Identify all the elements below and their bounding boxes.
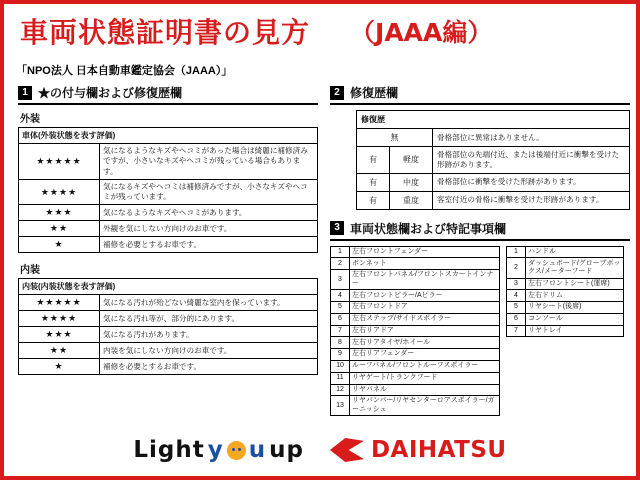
section2-heading	[330, 84, 630, 105]
left-column	[18, 84, 318, 375]
table-row	[19, 237, 318, 253]
list-item	[331, 361, 500, 373]
part-name: ダッシュボード/グローブボックス/メーターフード	[526, 258, 624, 278]
repair-history-header-cell: 修復歴	[357, 111, 630, 129]
section3-title: 車両状態欄および特記事項欄	[350, 221, 507, 236]
table-header-row	[19, 279, 318, 295]
rating-description: 補修を必要とするお車です。	[100, 237, 318, 253]
part-name: 左右リアタイヤ/ホイール	[350, 337, 500, 349]
star-rating: ★	[19, 237, 100, 253]
table-row	[19, 179, 318, 205]
list-item	[507, 258, 624, 278]
rating-description: 外観を気にしない方向けのお車です。	[100, 221, 318, 237]
table-row	[19, 205, 318, 221]
section1-title: ★の付与欄および修復歴欄	[38, 86, 183, 100]
table-row	[19, 221, 318, 237]
list-item	[331, 349, 500, 361]
daihatsu-mark-icon	[330, 438, 364, 462]
section3-number: 3	[330, 221, 344, 235]
logo-up-text: up	[269, 437, 304, 463]
part-number: 1	[507, 246, 526, 258]
part-name: ルーフパネル/フロントルーフスポイラー	[350, 361, 500, 373]
list-item	[331, 246, 500, 258]
part-name: リヤパネル	[350, 384, 500, 396]
star-rating: ★★★	[19, 327, 100, 343]
part-number: 2	[507, 258, 526, 278]
star-rating: ★★★★	[19, 311, 100, 327]
part-name: リヤゲート/トランクフード	[350, 372, 500, 384]
part-name: ハンドル	[526, 246, 624, 258]
part-number: 1	[331, 246, 350, 258]
star-rating: ★★	[19, 343, 100, 359]
interior-header-cell: 内装(内装状態を表す評価)	[19, 279, 318, 295]
part-number: 2	[331, 258, 350, 270]
table-row	[357, 191, 630, 209]
table-row	[19, 295, 318, 311]
rating-description: 補修を必要とするお車です。	[100, 359, 318, 375]
part-name: 左右リアドア	[350, 325, 500, 337]
part-number: 12	[331, 384, 350, 396]
list-item	[331, 396, 500, 416]
table-row	[19, 311, 318, 327]
repair-level-grade: 中度	[390, 173, 433, 191]
part-number: 3	[331, 270, 350, 290]
interior-table	[18, 278, 318, 375]
part-name: ボンネット	[350, 258, 500, 270]
smiley-face-icon	[227, 441, 246, 460]
table-row	[357, 173, 630, 191]
exterior-header-cell: 車体(外装状態を表す評価)	[19, 128, 318, 144]
list-item	[507, 246, 624, 258]
page-header	[4, 4, 636, 58]
part-name: 左右リアフェンダー	[350, 349, 500, 361]
interior-parts-table	[506, 246, 624, 338]
part-name: 左右フロントシート(運席)	[526, 278, 624, 290]
daihatsu-brand-text: DAIHATSU	[370, 437, 507, 463]
list-item	[331, 258, 500, 270]
part-number: 3	[507, 278, 526, 290]
light-you-up-logo	[133, 437, 304, 463]
repair-level-description: 骨格部位の先端付近、または後端付近に衝撃を受けた形跡があります。	[433, 147, 630, 174]
repair-level-label: 有	[357, 173, 390, 191]
exterior-parts-table	[330, 246, 500, 417]
part-number: 13	[331, 396, 350, 416]
part-name: 左右ステップ/サイドスポイラー	[350, 313, 500, 325]
logo-y-text: y	[207, 437, 224, 463]
part-name: 左右フロントピラー/Aピラー	[350, 290, 500, 302]
table-row	[19, 359, 318, 375]
logo-light-text: Light	[133, 437, 205, 463]
repair-level-label: 無	[357, 129, 433, 147]
page-subtitle: 「NPO法人 日本自動車鑑定協会（JAAA）」	[16, 65, 233, 77]
table-row	[357, 147, 630, 174]
part-name: リヤシート(後席)	[526, 302, 624, 314]
part-name: 左右フロントドア	[350, 302, 500, 314]
repair-history-table	[356, 110, 630, 210]
list-item	[331, 313, 500, 325]
list-item	[331, 325, 500, 337]
rating-description: 内装を気にしない方向けのお車です。	[100, 343, 318, 359]
table-row	[19, 144, 318, 180]
part-number: 10	[331, 361, 350, 373]
list-item	[507, 313, 624, 325]
exterior-table	[18, 127, 318, 253]
list-item	[331, 372, 500, 384]
list-item	[507, 302, 624, 314]
list-item	[507, 278, 624, 290]
list-item	[331, 270, 500, 290]
exterior-label: 外装	[20, 114, 40, 125]
rating-description: 気になるようなキズやヘコミがあります。	[100, 205, 318, 221]
page-footer	[4, 424, 636, 476]
star-rating: ★★★★	[19, 179, 100, 205]
repair-level-grade: 軽度	[390, 147, 433, 174]
list-item	[331, 384, 500, 396]
table-row	[357, 129, 630, 147]
repair-level-description: 骨格部位に異常はありません。	[433, 129, 630, 147]
part-name: リヤトレイ	[526, 325, 624, 337]
star-rating: ★★★★★	[19, 295, 100, 311]
page-title-sub: （JAAA編）	[350, 18, 493, 47]
star-rating: ★★	[19, 221, 100, 237]
section3-heading	[330, 220, 630, 241]
list-item	[331, 337, 500, 349]
rating-description: 気になる汚れが殆どない綺麗な室内を保っています。	[100, 295, 318, 311]
part-number: 5	[507, 302, 526, 314]
page-title: 車両状態証明書の見方	[20, 16, 311, 49]
part-number: 8	[331, 337, 350, 349]
section1-heading	[18, 84, 318, 105]
part-number: 9	[331, 349, 350, 361]
part-number: 11	[331, 372, 350, 384]
star-rating: ★★★	[19, 205, 100, 221]
part-number: 6	[507, 313, 526, 325]
part-number: 5	[331, 302, 350, 314]
part-name: 左右フロントパネル/フロントスカートインナー	[350, 270, 500, 290]
list-item	[331, 290, 500, 302]
part-number: 4	[507, 290, 526, 302]
section2-title: 修復歴欄	[350, 86, 399, 100]
rating-description: 気になるキズやヘコミは補修済みですが、小さなキズやヘコミが残っています。	[100, 179, 318, 205]
interior-label: 内装	[20, 265, 40, 277]
list-item	[507, 290, 624, 302]
part-number: 6	[331, 313, 350, 325]
rating-description: 気になる汚れがあります。	[100, 327, 318, 343]
logo-u-text: u	[248, 437, 267, 463]
table-header-row	[357, 111, 630, 129]
list-item	[331, 302, 500, 314]
part-name: コンソール	[526, 313, 624, 325]
part-number: 4	[331, 290, 350, 302]
star-rating: ★	[19, 359, 100, 375]
section1-number: 1	[18, 86, 32, 100]
table-row	[19, 327, 318, 343]
repair-level-grade: 重度	[390, 191, 433, 209]
star-rating: ★★★★★	[19, 144, 100, 180]
table-row	[19, 343, 318, 359]
part-name: リヤバンパー/リヤセンターロアスポイラー/ガーニッシュ	[350, 396, 500, 416]
daihatsu-logo	[330, 437, 507, 463]
list-item	[507, 325, 624, 337]
part-number: 7	[507, 325, 526, 337]
section2-number: 2	[330, 86, 344, 100]
repair-level-description: 骨格部位に衝撃を受けた形跡があります。	[433, 173, 630, 191]
part-number: 7	[331, 325, 350, 337]
table-header-row	[19, 128, 318, 144]
right-column	[330, 84, 630, 416]
repair-level-label: 有	[357, 191, 390, 209]
rating-description: 気になる汚れ等が、部分的にあります。	[100, 311, 318, 327]
part-name: 左右ドリム	[526, 290, 624, 302]
rating-description: 気になるようなキズやヘコミがあった場合は綺麗に補修済みですが、小さいなキズやヘコミが残っている場合もあります。	[100, 144, 318, 180]
repair-level-description: 客室付近の骨格に衝撃を受けた形跡があります。	[433, 191, 630, 209]
parts-lists	[330, 246, 630, 417]
repair-level-label: 有	[357, 147, 390, 174]
part-name: 左右フロントフェンダー	[350, 246, 500, 258]
